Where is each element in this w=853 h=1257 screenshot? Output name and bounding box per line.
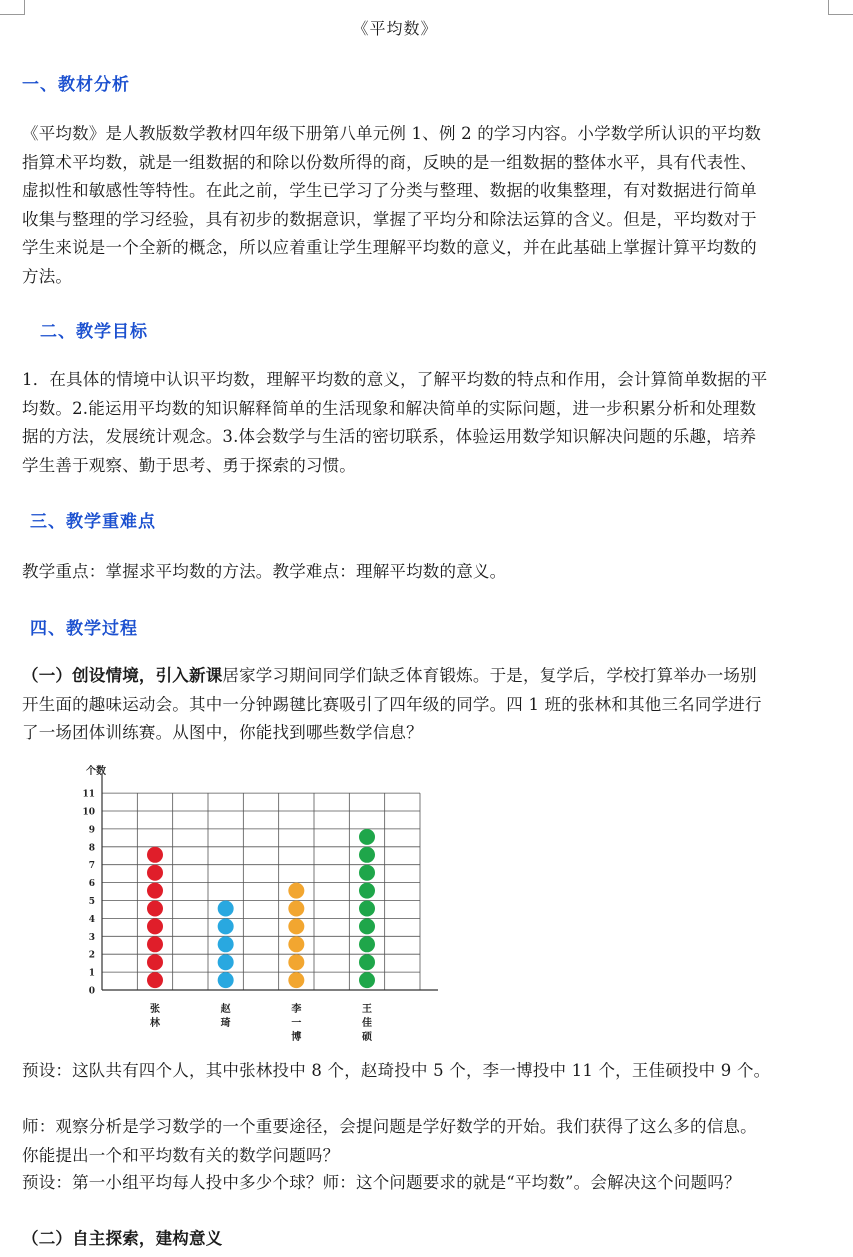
scenario-text: 居家学习期间同学们缺乏体育锻炼。于是，复学后，学校打算举办一场别开生面的趣味运动会。其中一分钟踢毽比赛吸引了四年级的同学。四 1 班的张林和其他三名同学进行了一场团体训练赛。从图中，你能找到哪些数学信息？ <box>22 666 762 742</box>
bead <box>147 883 163 899</box>
bead <box>218 901 234 917</box>
y-tick-label: 0 <box>88 986 95 997</box>
bead <box>218 918 234 934</box>
paragraph-prediction-2: 预设：第一小组平均每人投中多少个球？师：这个问题要求的就是“平均数”。会解决这个问题吗？ <box>22 1173 741 1192</box>
paragraph-prediction-1: 预设：这队共有四个人，其中张林投中 8 个，赵琦投中 5 个，李一博投中 11 个，王佳硕投中 9 个。 <box>22 1061 771 1080</box>
x-category-label: 琦 <box>220 1018 231 1029</box>
bead <box>147 954 163 970</box>
y-tick-label: 5 <box>88 897 95 907</box>
y-tick-label: 2 <box>88 950 95 961</box>
x-category-label: 佳 <box>362 1018 372 1029</box>
y-tick-label: 9 <box>88 825 95 836</box>
paragraph-subheading-explore <box>22 1225 772 1254</box>
bead <box>359 936 375 952</box>
x-category-labels <box>150 1002 373 1043</box>
paragraph-key-points: 教学重点：掌握求平均数的方法。教学难点：理解平均数的意义。 <box>22 562 507 581</box>
section-heading-analysis: 一、教材分析 <box>22 75 130 95</box>
x-category-label: 赵 <box>220 1004 231 1015</box>
paragraph-analysis: 《平均数》是人教版数学教材四年级下册第八单元例 1、例 2 的学习内容。小学数学所认识的平均数指算术平均数，就是一组数据的和除以份数所得的商，反映的是一组数据的整体水平，具有代表性、虚拟性和敏感性等特性。在此之前，学生已学习了分类与整理、数据的收集整理，有对数据进行简单收集与整理的学习经验，具有初步的数据意识，掌握了平均分和除法运算的含义。但是，平均数对于学生来说是一个全新的概念，所以应着重让学生理解平均数的意义，并在此基础上掌握计算平均数的方法。 <box>22 124 762 286</box>
y-tick-labels <box>82 790 95 997</box>
paragraph-teacher-1: 师：观察分析是学习数学的一个重要途径，会提问题是学好数学的开始。我们获得了这么多的信息。你能提出一个和平均数有关的数学问题吗？ <box>22 1117 757 1165</box>
bead <box>288 901 304 917</box>
bead <box>359 972 375 988</box>
y-tick-label: 6 <box>88 879 95 890</box>
bead <box>359 829 375 845</box>
section-heading-goals: 二、教学目标 <box>40 322 148 342</box>
bead <box>218 972 234 988</box>
bead <box>359 883 375 899</box>
document-title: 《平均数》 <box>352 19 438 38</box>
bead <box>359 954 375 970</box>
x-category-label: 张 <box>150 1004 160 1015</box>
y-tick-label: 11 <box>82 789 95 800</box>
y-tick-label: 1 <box>88 968 95 979</box>
bead <box>288 883 304 899</box>
y-tick-label: 3 <box>88 932 95 943</box>
section-heading-process: 四、教学过程 <box>30 619 138 639</box>
bead <box>147 901 163 917</box>
bead <box>288 954 304 970</box>
bead <box>147 936 163 952</box>
y-tick-label: 4 <box>88 914 95 925</box>
chart-beads <box>147 829 375 988</box>
y-tick-label: 7 <box>88 861 95 872</box>
y-axis-label: 个数 <box>86 766 106 777</box>
bead <box>359 847 375 863</box>
bead <box>147 918 163 934</box>
y-tick-label: 10 <box>82 807 95 818</box>
bead-chart <box>72 760 452 1050</box>
bead <box>147 847 163 863</box>
x-category-label: 王 <box>362 1004 372 1015</box>
bead <box>359 918 375 934</box>
bead <box>218 936 234 952</box>
x-category-label: 林 <box>150 1018 160 1029</box>
subheading-scenario: （一）创设情境，引入新课 <box>22 666 223 685</box>
y-tick-label: 8 <box>88 843 95 854</box>
bead <box>288 936 304 952</box>
bead <box>288 972 304 988</box>
bead <box>288 918 304 934</box>
paragraph-goals: 1．在具体的情境中认识平均数，理解平均数的意义，了解平均数的特点和作用，会计算简单数据的平均数。2.能运用平均数的知识解释简单的生活现象和解决简单的实际问题，进一步积累分析和处理数据的方法，发展统计观念。3.体会数学与生活的密切联系，体验运用数学知识解决问题的乐趣，培养学生善于观察、勤于思考、勇于探索的习惯。 <box>22 370 768 475</box>
x-category-label: 硕 <box>362 1032 372 1043</box>
x-category-label: 一 <box>291 1018 302 1029</box>
page-corner-mark-right <box>828 0 853 15</box>
bead <box>359 865 375 881</box>
bead <box>147 865 163 881</box>
bead <box>218 954 234 970</box>
x-category-label: 李 <box>291 1004 302 1015</box>
section-heading-key-points: 三、教学重难点 <box>30 512 156 532</box>
x-category-label: 博 <box>291 1032 302 1043</box>
page-corner-mark-left <box>0 0 25 15</box>
bead <box>147 972 163 988</box>
bead <box>359 901 375 917</box>
paragraph-scenario <box>22 662 772 748</box>
subheading-explore: （二）自主探索，建构意义 <box>22 1229 223 1248</box>
